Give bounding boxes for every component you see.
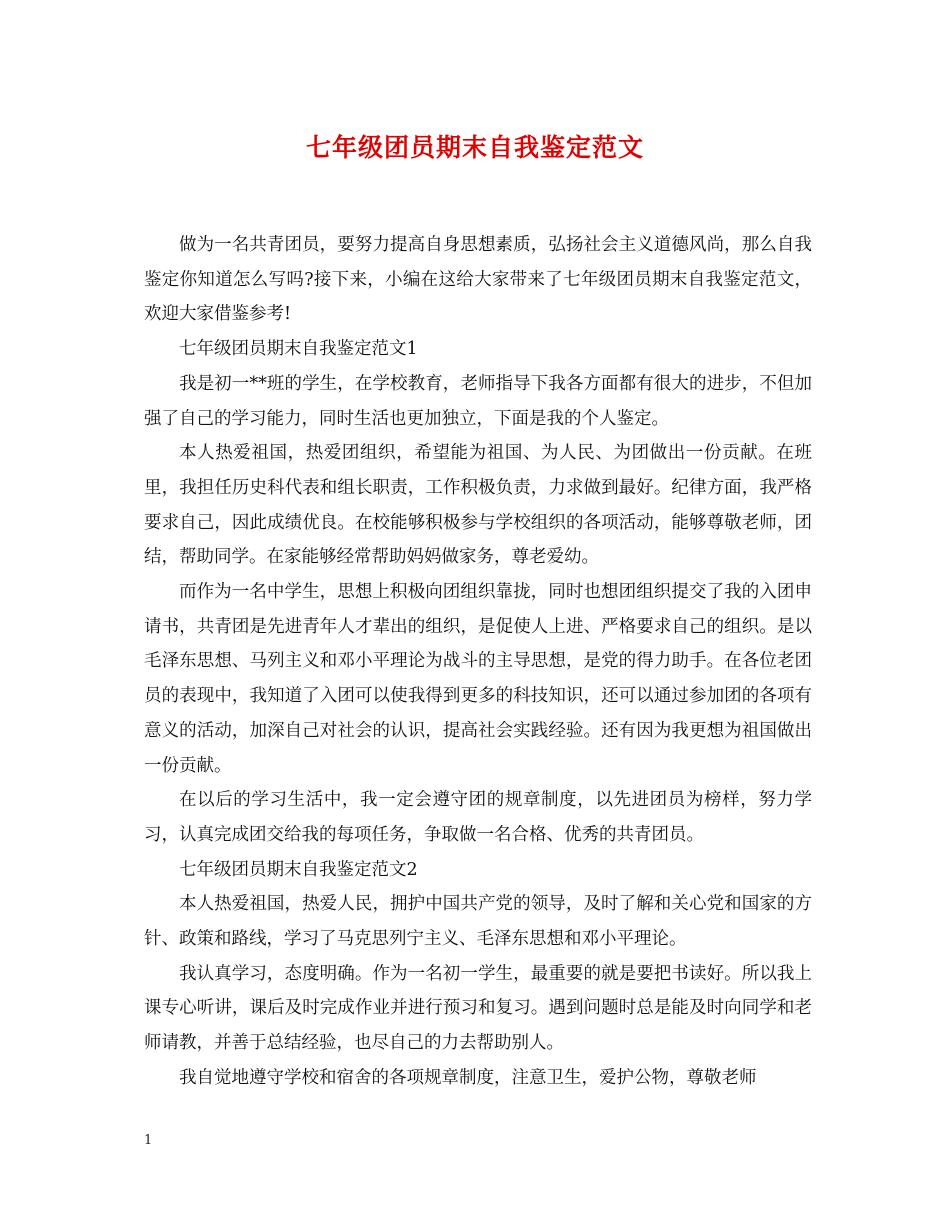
page-number: 1	[144, 1133, 153, 1148]
paragraph: 本人热爱祖国，热爱团组织，希望能为祖国、为人民、为团做出一份贡献。在班里，我担任历史科代表和组长职责，工作积极负责，力求做到最好。纪律方面，我严格要求自己，因此成绩优良。在校能够积极参与学校组织的各项活动，能够尊敬老师，团结，帮助同学。在家能够经常帮助妈妈做家务，尊老爱幼。	[144, 443, 812, 568]
paragraph: 在以后的学习生活中，我一定会遵守团的规章制度，以先进团员为榜样，努力学习，认真完成团交给我的每项任务，争取做一名合格、优秀的共青团员。	[144, 790, 812, 845]
paragraph: 我认真学习，态度明确。作为一名初一学生，最重要的就是要把书读好。所以我上课专心听讲，课后及时完成作业并进行预习和复习。遇到问题时总是能及时向同学和老师请教，并善于总结经验，也尽自己的力去帮助别人。	[144, 963, 812, 1054]
paragraph: 而作为一名中学生，思想上积极向团组织靠拢，同时也想团组织提交了我的入团申请书，共青团是先进青年人才辈出的组织，是促使人上进、严格要求自己的组织。是以毛泽东思想、马列主义和邓小平理论为战斗的主导思想，是党的得力助手。在各位老团员的表现中，我知道了入团可以使我得到更多的科技知识，还可以通过参加团的各项有意义的活动，加深自己对社会的认识，提高社会实践经验。还有因为我更想为祖国做出一份贡献。	[144, 582, 812, 776]
document-body	[144, 228, 812, 1096]
paragraph-intro: 做为一名共青团员，要努力提高自身思想素质，弘扬社会主义道德风尚，那么自我鉴定你知道怎么写吗?接下来，小编在这给大家带来了七年级团员期末自我鉴定范文，欢迎大家借鉴参考!	[144, 235, 812, 325]
paragraph: 我自觉地遵守学校和宿舍的各项规章制度，注意卫生，爱护公物，尊敬老师	[179, 1067, 757, 1088]
document-title: 七年级团员期末自我鉴定范文	[305, 133, 644, 162]
paragraph: 本人热爱祖国，热爱人民，拥护中国共产党的领导，及时了解和关心党和国家的方针、政策和路线，学习了马克思列宁主义、毛泽东思想和邓小平理论。	[144, 894, 812, 950]
paragraph: 我是初一**班的学生，在学校教育，老师指导下我各方面都有很大的进步，不但加强了自己的学习能力，同时生活也更加独立，下面是我的个人鉴定。	[144, 373, 812, 429]
section-heading-1: 七年级团员期末自我鉴定范文1	[179, 339, 418, 360]
section-heading-2: 七年级团员期末自我鉴定范文2	[179, 859, 418, 880]
